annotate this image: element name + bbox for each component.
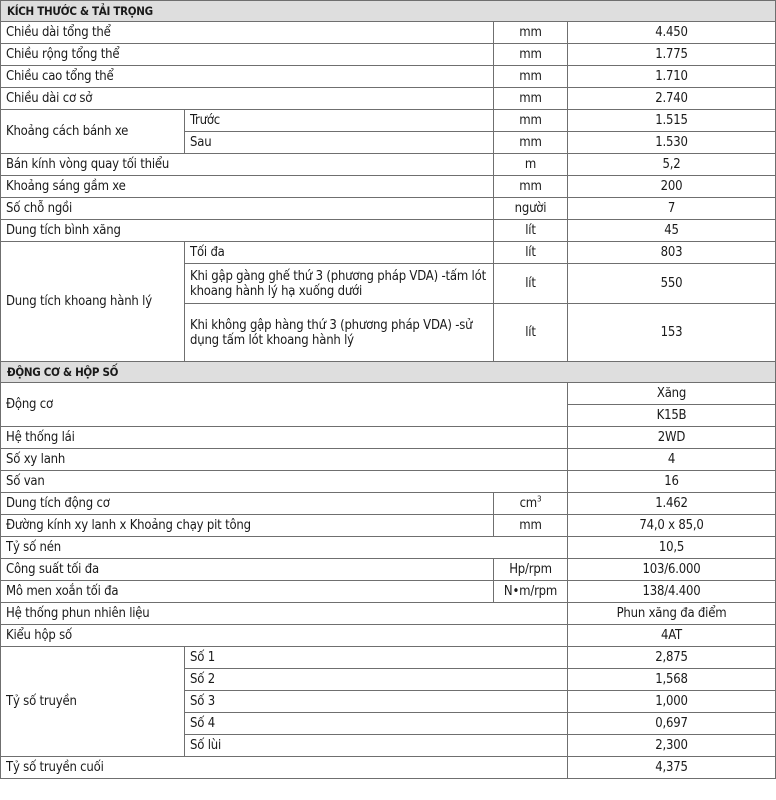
row-unit: mm [494, 515, 568, 537]
row-label: Hệ thống lái [1, 427, 568, 449]
sub-label: Khi không gập hàng thứ 3 (phương pháp VDA) -sử dụng tấm lót khoang hành lý [185, 304, 494, 362]
sub-label: Số 2 [185, 669, 568, 691]
section-title: ĐỘNG CƠ & HỘP SỐ [1, 362, 776, 383]
table-row [1, 22, 776, 44]
table-row [1, 515, 776, 537]
row-unit: lít [494, 264, 568, 304]
row-value: 4 [568, 449, 776, 471]
row-value: 550 [568, 264, 776, 304]
row-label: Công suất tối đa [1, 559, 494, 581]
row-label: Hệ thống phun nhiên liệu [1, 603, 568, 625]
row-value: 10,5 [568, 537, 776, 559]
table-row [1, 449, 776, 471]
table-row [1, 427, 776, 449]
row-unit: m [494, 154, 568, 176]
row-unit: lít [494, 242, 568, 264]
row-label: Tỷ số nén [1, 537, 568, 559]
table-row [1, 176, 776, 198]
row-unit [494, 493, 568, 515]
sub-label: Số lùi [185, 735, 568, 757]
row-label: Số xy lanh [1, 449, 568, 471]
row-value: 1.710 [568, 66, 776, 88]
table-row [1, 66, 776, 88]
table-row [1, 242, 776, 264]
row-value: 1,568 [568, 669, 776, 691]
row-label: Khoảng sáng gầm xe [1, 176, 494, 198]
row-value: 7 [568, 198, 776, 220]
row-unit: mm [494, 110, 568, 132]
row-value: 16 [568, 471, 776, 493]
table-row [1, 383, 776, 405]
row-unit: lít [494, 220, 568, 242]
row-value: Xăng [568, 383, 776, 405]
row-value: 1.530 [568, 132, 776, 154]
row-label: Tỷ số truyền [1, 647, 185, 757]
row-label: Số chỗ ngồi [1, 198, 494, 220]
row-label: Khoảng cách bánh xe [1, 110, 185, 154]
sub-label: Số 3 [185, 691, 568, 713]
row-value: 1,000 [568, 691, 776, 713]
row-label: Đường kính xy lanh x Khoảng chạy pit tông [1, 515, 494, 537]
table-row [1, 647, 776, 669]
row-value: 803 [568, 242, 776, 264]
row-value: 103/6.000 [568, 559, 776, 581]
row-value: 5,2 [568, 154, 776, 176]
row-value: 45 [568, 220, 776, 242]
sub-label: Trước [185, 110, 494, 132]
row-label: Bán kính vòng quay tối thiểu [1, 154, 494, 176]
row-unit: Hp/rpm [494, 559, 568, 581]
row-unit: mm [494, 132, 568, 154]
row-unit: lít [494, 304, 568, 362]
row-unit: mm [494, 88, 568, 110]
table-row [1, 88, 776, 110]
row-value: 2WD [568, 427, 776, 449]
row-unit: mm [494, 44, 568, 66]
table-row [1, 154, 776, 176]
table-row [1, 220, 776, 242]
row-value: K15B [568, 405, 776, 427]
table-row [1, 44, 776, 66]
row-label: Dung tích bình xăng [1, 220, 494, 242]
row-value: 0,697 [568, 713, 776, 735]
row-value: 4AT [568, 625, 776, 647]
row-label: Kiểu hộp số [1, 625, 568, 647]
table-row [1, 757, 776, 779]
sub-label: Số 1 [185, 647, 568, 669]
sub-label: Số 4 [185, 713, 568, 735]
row-value: 1.462 [568, 493, 776, 515]
row-label: Mô men xoắn tối đa [1, 581, 494, 603]
section-header-size [1, 1, 776, 22]
table-row [1, 625, 776, 647]
section-header-engine [1, 362, 776, 383]
row-value: 2,300 [568, 735, 776, 757]
table-row [1, 559, 776, 581]
row-label: Chiều dài cơ sở [1, 88, 494, 110]
unit-superscript: 3 [537, 494, 542, 504]
sub-label: Sau [185, 132, 494, 154]
row-value: 138/4.400 [568, 581, 776, 603]
row-value: 4,375 [568, 757, 776, 779]
row-label: Dung tích khoang hành lý [1, 242, 185, 362]
row-value: 2,875 [568, 647, 776, 669]
row-value: 1.775 [568, 44, 776, 66]
table-row [1, 471, 776, 493]
row-value: Phun xăng đa điểm [568, 603, 776, 625]
row-label: Động cơ [1, 383, 568, 427]
row-value: 200 [568, 176, 776, 198]
row-value: 153 [568, 304, 776, 362]
row-value: 2.740 [568, 88, 776, 110]
sub-label: Tối đa [185, 242, 494, 264]
sub-label: Khi gập gàng ghế thứ 3 (phương pháp VDA) -tấm lót khoang hành lý hạ xuống dưới [185, 264, 494, 304]
table-row [1, 198, 776, 220]
row-value: 74,0 x 85,0 [568, 515, 776, 537]
row-label: Chiều cao tổng thể [1, 66, 494, 88]
row-unit: mm [494, 22, 568, 44]
row-unit: mm [494, 176, 568, 198]
row-unit: người [494, 198, 568, 220]
row-label: Số van [1, 471, 568, 493]
row-value: 1.515 [568, 110, 776, 132]
table-row [1, 110, 776, 132]
row-value: 4.450 [568, 22, 776, 44]
row-unit: N•m/rpm [494, 581, 568, 603]
row-label: Chiều dài tổng thể [1, 22, 494, 44]
unit-text: cm [519, 496, 538, 511]
row-label: Tỷ số truyền cuối [1, 757, 568, 779]
row-label: Dung tích động cơ [1, 493, 494, 515]
table-row [1, 537, 776, 559]
table-row [1, 603, 776, 625]
table-row [1, 581, 776, 603]
section-title: KÍCH THƯỚC & TẢI TRỌNG [1, 1, 776, 22]
table-row [1, 493, 776, 515]
row-label: Chiều rộng tổng thể [1, 44, 494, 66]
row-unit: mm [494, 66, 568, 88]
